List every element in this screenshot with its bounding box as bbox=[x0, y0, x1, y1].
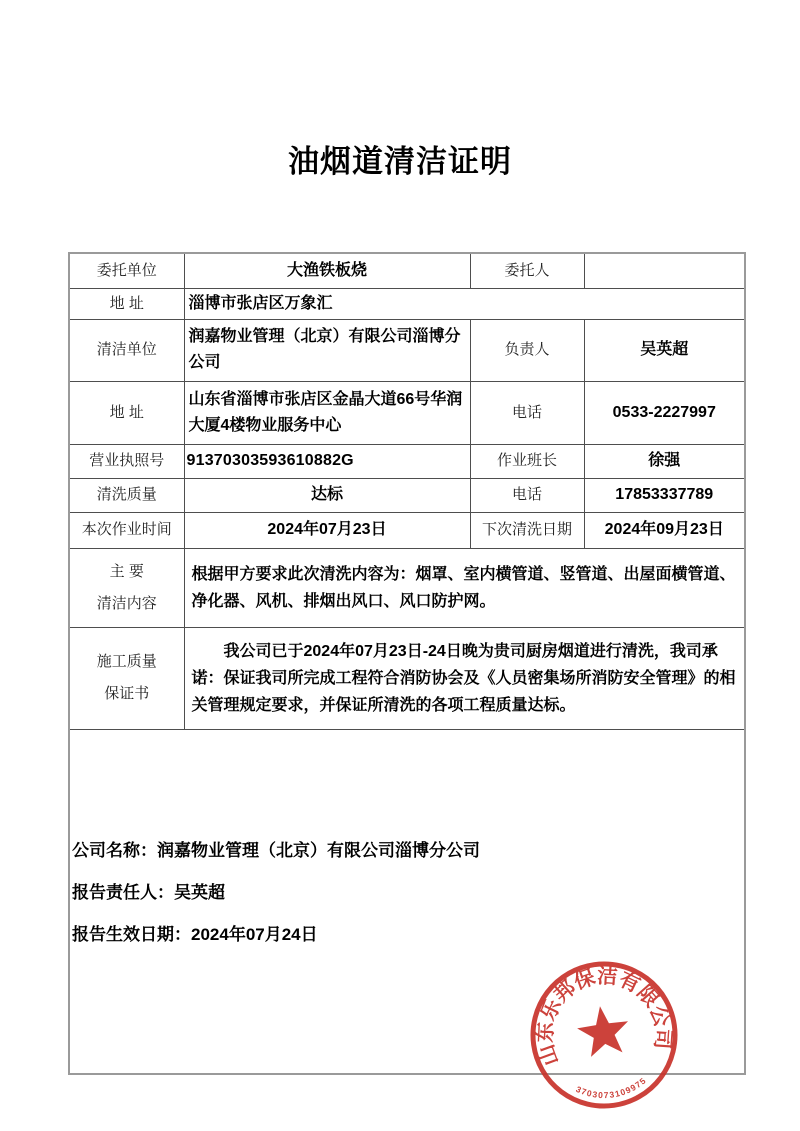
cleaning-unit-label: 清洁单位 bbox=[69, 319, 184, 381]
entrust-unit-value: 大渔铁板烧 bbox=[184, 253, 470, 288]
next-clean-date-value: 2024年09月23日 bbox=[584, 512, 745, 548]
work-date-label: 本次作业时间 bbox=[69, 512, 184, 548]
cleaning-unit-value: 润嘉物业管理（北京）有限公司淄博分公司 bbox=[184, 319, 470, 381]
main-content-value: 根据甲方要求此次清洗内容为：烟罩、室内横管道、竖管道、出屋面横管道、净化器、风机、排烟出风口、风口防护网。 bbox=[184, 548, 745, 627]
footer-company-name: 公司名称：润嘉物业管理（北京）有限公司淄博分公司 bbox=[72, 840, 480, 860]
responsible-person-label: 负责人 bbox=[470, 319, 584, 381]
table-row bbox=[69, 288, 745, 319]
license-no-value: 91370303593610882G bbox=[184, 444, 470, 478]
table-row bbox=[69, 627, 745, 729]
work-date-value: 2024年07月23日 bbox=[184, 512, 470, 548]
quality-guarantee-label-line1: 施工质量 bbox=[96, 653, 157, 670]
entrust-person-value bbox=[584, 253, 745, 288]
table-row bbox=[69, 478, 745, 512]
svg-text:3703073109975 bbox=[573, 1074, 650, 1104]
main-content-label-line1: 主 要 bbox=[109, 562, 144, 580]
table-row bbox=[69, 381, 745, 444]
client-address-label: 地 址 bbox=[69, 288, 184, 319]
client-address-value: 淄博市张店区万象汇 bbox=[184, 288, 745, 319]
page-title: 油烟道清洁证明 bbox=[288, 144, 512, 179]
seal-company-name: 山东乐邦保洁有限公司 bbox=[533, 964, 675, 1069]
leader-phone-label: 电话 bbox=[470, 478, 584, 512]
table-row bbox=[69, 253, 745, 288]
main-content-label bbox=[69, 548, 184, 627]
next-clean-date-label: 下次清洗日期 bbox=[470, 512, 584, 548]
main-content-label-line2: 清洁内容 bbox=[96, 594, 157, 612]
license-no-label: 营业执照号 bbox=[69, 444, 184, 478]
quality-guarantee-label bbox=[69, 627, 184, 729]
responsible-person-value: 吴英超 bbox=[584, 319, 745, 381]
leader-phone-value: 17853337789 bbox=[584, 478, 745, 512]
seal-serial-number: 3703073109975 bbox=[574, 1075, 649, 1101]
table-row bbox=[69, 512, 745, 548]
footer-effective-date: 报告生效日期：2024年07月24日 bbox=[72, 924, 318, 944]
company-seal-stamp bbox=[514, 945, 695, 1126]
team-leader-label: 作业班长 bbox=[470, 444, 584, 478]
cleaning-quality-label: 清洗质量 bbox=[69, 478, 184, 512]
cleaning-quality-value: 达标 bbox=[184, 478, 470, 512]
cleaning-address-value: 山东省淄博市张店区金晶大道66号华润大厦4楼物业服务中心 bbox=[184, 381, 470, 444]
seal-star-icon bbox=[575, 1003, 633, 1058]
table-row bbox=[69, 319, 745, 381]
phone-label: 电话 bbox=[470, 381, 584, 444]
phone-value: 0533-2227997 bbox=[584, 381, 745, 444]
entrust-person-label: 委托人 bbox=[470, 253, 584, 288]
table-row bbox=[69, 548, 745, 627]
table-row bbox=[69, 444, 745, 478]
entrust-unit-label: 委托单位 bbox=[69, 253, 184, 288]
quality-guarantee-label-line2: 保证书 bbox=[104, 685, 150, 702]
footer-responsible-person: 报告责任人：吴英超 bbox=[72, 882, 225, 902]
team-leader-value: 徐强 bbox=[584, 444, 745, 478]
cleaning-address-label: 地 址 bbox=[69, 381, 184, 444]
quality-guarantee-value: 我公司已于2024年07月23日-24日晚为贵司厨房烟道进行清洗，我司承诺：保证我司所完成工程符合消防协会及《人员密集场所消防安全管理》的相关管理规定要求，并保证所清洗的各项工程质量达标。 bbox=[184, 627, 745, 729]
